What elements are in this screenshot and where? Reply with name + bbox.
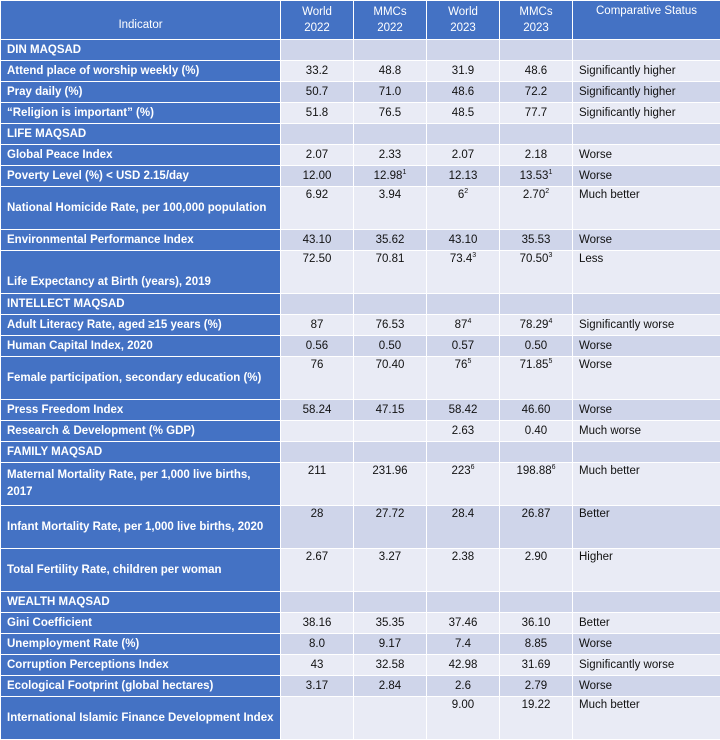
value-text: 2.70 <box>523 189 545 201</box>
value-cell <box>500 61 573 82</box>
comparative-status: Significantly worse <box>573 315 720 336</box>
value-text: 0.40 <box>525 425 547 437</box>
comparative-status: Significantly higher <box>573 61 720 82</box>
indicator-label: Adult Literacy Rate, aged ≥15 years (%) <box>1 315 281 336</box>
value-text: 38.16 <box>303 617 332 629</box>
table-row <box>1 634 720 655</box>
indicator-label: Life Expectancy at Birth (years), 2019 <box>1 251 281 294</box>
value-cell <box>281 82 354 103</box>
indicator-label: Research & Development (% GDP) <box>1 421 281 442</box>
value-text: 0.50 <box>379 340 401 352</box>
section-row <box>1 592 720 613</box>
value-cell <box>281 421 354 442</box>
value-cell <box>281 634 354 655</box>
value-cell <box>427 655 500 676</box>
value-text: 43.10 <box>449 234 478 246</box>
comparative-status: Significantly higher <box>573 103 720 124</box>
blank-cell <box>354 124 427 145</box>
value-text: 47.15 <box>376 404 405 416</box>
footnote-marker: 1 <box>548 169 552 176</box>
value-text: 48.6 <box>452 86 474 98</box>
value-text: 35.35 <box>376 617 405 629</box>
footnote-marker: 3 <box>472 252 476 259</box>
value-text: 36.10 <box>522 617 551 629</box>
value-cell <box>354 613 427 634</box>
table-row <box>1 463 720 506</box>
value-cell <box>427 613 500 634</box>
header-indicator: Indicator <box>1 1 281 40</box>
comparative-status: Much better <box>573 187 720 230</box>
value-cell <box>354 697 427 740</box>
table-row <box>1 336 720 357</box>
value-text: 6 <box>458 189 464 201</box>
value-text: 37.46 <box>449 617 478 629</box>
comparative-status: Worse <box>573 357 720 400</box>
indicator-label: Environmental Performance Index <box>1 230 281 251</box>
value-cell <box>500 400 573 421</box>
value-cell <box>354 634 427 655</box>
value-text: 70.40 <box>376 359 405 371</box>
header-word: 2022 <box>377 22 403 34</box>
value-cell <box>281 549 354 592</box>
value-text: 2.18 <box>525 149 547 161</box>
value-text: 6.92 <box>306 189 328 201</box>
value-cell <box>354 549 427 592</box>
section-row <box>1 40 720 61</box>
value-cell <box>281 463 354 506</box>
footnote-marker: 2 <box>464 188 468 195</box>
value-text: 46.60 <box>522 404 551 416</box>
indicator-label: International Islamic Finance Development Index <box>1 697 281 740</box>
value-text: 28 <box>311 508 324 520</box>
blank-cell <box>500 294 573 315</box>
value-text: 35.62 <box>376 234 405 246</box>
value-text: 2.6 <box>455 680 471 692</box>
value-text: 2.63 <box>452 425 474 437</box>
value-text: 3.17 <box>306 680 328 692</box>
value-cell <box>354 463 427 506</box>
value-cell <box>500 230 573 251</box>
value-cell <box>281 697 354 740</box>
value-cell <box>354 61 427 82</box>
value-text: 2.33 <box>379 149 401 161</box>
value-text: 48.6 <box>525 65 547 77</box>
value-text: 76 <box>311 359 324 371</box>
value-text: 42.98 <box>449 659 478 671</box>
indicator-label: Human Capital Index, 2020 <box>1 336 281 357</box>
header-word: World <box>302 6 332 18</box>
value-cell <box>500 506 573 549</box>
table-row <box>1 187 720 230</box>
table-row <box>1 400 720 421</box>
value-text: 51.8 <box>306 107 328 119</box>
footnote-marker: 4 <box>467 318 471 325</box>
comparative-status: Better <box>573 613 720 634</box>
section-row <box>1 294 720 315</box>
indicator-label: Infant Mortality Rate, per 1,000 live births, 2020 <box>1 506 281 549</box>
table-row <box>1 103 720 124</box>
value-text: 35.53 <box>522 234 551 246</box>
footnote-marker: 5 <box>467 358 471 365</box>
value-text: 0.57 <box>452 340 474 352</box>
table-row <box>1 655 720 676</box>
value-cell <box>427 145 500 166</box>
indicator-label: Poverty Level (%) < USD 2.15/day <box>1 166 281 187</box>
value-cell <box>500 655 573 676</box>
footnote-marker: 6 <box>471 464 475 471</box>
value-text: 2.79 <box>525 680 547 692</box>
value-text: 12.98 <box>374 170 403 182</box>
value-cell <box>354 145 427 166</box>
indicator-label: Total Fertility Rate, children per woman <box>1 549 281 592</box>
footnote-marker: 6 <box>552 464 556 471</box>
blank-cell <box>281 40 354 61</box>
blank-cell <box>573 442 720 463</box>
section-label: DIN MAQSAD <box>1 40 281 61</box>
header-row <box>1 1 720 40</box>
value-cell <box>354 400 427 421</box>
section-label: FAMILY MAQSAD <box>1 442 281 463</box>
value-cell <box>354 103 427 124</box>
value-text: 12.13 <box>449 170 478 182</box>
indicator-label: Unemployment Rate (%) <box>1 634 281 655</box>
table-row <box>1 315 720 336</box>
value-cell <box>500 634 573 655</box>
value-text: 48.8 <box>379 65 401 77</box>
value-cell <box>281 655 354 676</box>
table-row <box>1 166 720 187</box>
comparative-status: Significantly higher <box>573 82 720 103</box>
value-text: 58.24 <box>303 404 332 416</box>
value-cell <box>427 463 500 506</box>
comparative-status: Worse <box>573 676 720 697</box>
value-text: 2.84 <box>379 680 401 692</box>
blank-cell <box>281 442 354 463</box>
section-row <box>1 442 720 463</box>
footnote-marker: 4 <box>548 318 552 325</box>
value-cell <box>281 357 354 400</box>
blank-cell <box>573 294 720 315</box>
value-text: 9.17 <box>379 638 401 650</box>
comparative-status: Worse <box>573 166 720 187</box>
value-cell <box>354 676 427 697</box>
blank-cell <box>281 592 354 613</box>
value-cell <box>281 506 354 549</box>
indicator-label: Corruption Perceptions Index <box>1 655 281 676</box>
table-row <box>1 697 720 740</box>
table-row <box>1 421 720 442</box>
value-cell <box>281 613 354 634</box>
blank-cell <box>354 40 427 61</box>
value-text: 76.5 <box>379 107 401 119</box>
value-cell <box>500 357 573 400</box>
section-row <box>1 124 720 145</box>
value-cell <box>500 421 573 442</box>
value-cell <box>427 549 500 592</box>
blank-cell <box>427 442 500 463</box>
blank-cell <box>500 442 573 463</box>
comparative-status: Much better <box>573 463 720 506</box>
value-text: 31.9 <box>452 65 474 77</box>
comparative-status: Significantly worse <box>573 655 720 676</box>
section-label: INTELLECT MAQSAD <box>1 294 281 315</box>
value-text: 32.58 <box>376 659 405 671</box>
value-cell <box>500 336 573 357</box>
value-text: 2.07 <box>306 149 328 161</box>
value-text: 28.4 <box>452 508 474 520</box>
value-cell <box>500 103 573 124</box>
value-cell <box>427 336 500 357</box>
comparative-status: Better <box>573 506 720 549</box>
value-text: 70.50 <box>520 253 549 265</box>
value-cell <box>281 315 354 336</box>
value-cell <box>427 315 500 336</box>
header-word: 2022 <box>304 22 330 34</box>
value-cell <box>281 145 354 166</box>
value-cell <box>427 357 500 400</box>
indicator-label: Gini Coefficient <box>1 613 281 634</box>
blank-cell <box>500 592 573 613</box>
blank-cell <box>427 294 500 315</box>
value-cell <box>427 697 500 740</box>
blank-cell <box>427 592 500 613</box>
table-row <box>1 61 720 82</box>
value-cell <box>354 315 427 336</box>
table-row <box>1 230 720 251</box>
section-label: WEALTH MAQSAD <box>1 592 281 613</box>
value-cell <box>354 506 427 549</box>
value-cell <box>427 634 500 655</box>
blank-cell <box>500 124 573 145</box>
header-word: 2023 <box>523 22 549 34</box>
value-text: 43 <box>311 659 324 671</box>
value-text: 71.0 <box>379 86 401 98</box>
section-label: LIFE MAQSAD <box>1 124 281 145</box>
value-cell <box>354 655 427 676</box>
value-text: 7.4 <box>455 638 471 650</box>
value-cell <box>281 676 354 697</box>
value-cell <box>500 82 573 103</box>
header-word: MMCs <box>373 6 406 18</box>
value-cell <box>354 251 427 294</box>
blank-cell <box>573 592 720 613</box>
value-text: 31.69 <box>522 659 551 671</box>
value-cell <box>427 103 500 124</box>
value-text: 77.7 <box>525 107 547 119</box>
value-text: 198.88 <box>516 465 551 477</box>
value-cell <box>281 230 354 251</box>
value-cell <box>500 613 573 634</box>
value-text: 12.00 <box>303 170 332 182</box>
header-mmcs-2022 <box>354 1 427 40</box>
value-cell <box>354 82 427 103</box>
header-comparative-status: Comparative Status <box>573 1 720 40</box>
comparative-status: Much better <box>573 697 720 740</box>
header-word: World <box>448 6 478 18</box>
value-text: 78.29 <box>520 319 549 331</box>
value-text: 27.72 <box>376 508 405 520</box>
comparative-status: Higher <box>573 549 720 592</box>
value-text: 0.56 <box>306 340 328 352</box>
blank-cell <box>573 40 720 61</box>
blank-cell <box>281 124 354 145</box>
indicator-label: Global Peace Index <box>1 145 281 166</box>
value-cell <box>500 697 573 740</box>
indicator-label: Female participation, secondary education (%) <box>1 357 281 400</box>
value-text: 43.10 <box>303 234 332 246</box>
value-text: 87 <box>455 319 468 331</box>
footnote-marker: 3 <box>548 252 552 259</box>
blank-cell <box>354 294 427 315</box>
value-cell <box>354 336 427 357</box>
indicator-label: Press Freedom Index <box>1 400 281 421</box>
value-cell <box>427 230 500 251</box>
value-text: 2.38 <box>452 551 474 563</box>
comparative-status: Worse <box>573 634 720 655</box>
footnote-marker: 2 <box>545 188 549 195</box>
value-text: 211 <box>308 465 326 477</box>
value-text: 71.85 <box>520 359 549 371</box>
value-text: 3.94 <box>379 189 401 201</box>
value-text: 223 <box>451 465 470 477</box>
value-cell <box>500 187 573 230</box>
footnote-marker: 5 <box>548 358 552 365</box>
value-cell <box>500 463 573 506</box>
value-cell <box>500 676 573 697</box>
value-text: 26.87 <box>522 508 551 520</box>
footnote-marker: 1 <box>402 169 406 176</box>
value-cell <box>354 421 427 442</box>
value-text: 2.67 <box>306 551 328 563</box>
table-row <box>1 613 720 634</box>
indicator-label: Maternal Mortality Rate, per 1,000 live births, 2017 <box>1 463 281 506</box>
value-cell <box>354 357 427 400</box>
table-row <box>1 82 720 103</box>
comparative-status: Worse <box>573 400 720 421</box>
value-text: 72.50 <box>303 253 332 265</box>
table-row <box>1 145 720 166</box>
value-text: 9.00 <box>452 699 474 711</box>
value-text: 50.7 <box>306 86 328 98</box>
value-cell <box>281 61 354 82</box>
blank-cell <box>427 124 500 145</box>
table-row <box>1 676 720 697</box>
comparative-status: Less <box>573 251 720 294</box>
value-cell <box>500 145 573 166</box>
value-cell <box>500 251 573 294</box>
value-cell <box>427 506 500 549</box>
value-text: 13.53 <box>520 170 549 182</box>
value-cell <box>427 400 500 421</box>
indicator-label: Pray daily (%) <box>1 82 281 103</box>
comparative-status: Worse <box>573 336 720 357</box>
blank-cell <box>500 40 573 61</box>
value-cell <box>427 187 500 230</box>
value-cell <box>354 166 427 187</box>
table-row <box>1 357 720 400</box>
comparative-status: Much worse <box>573 421 720 442</box>
table-row <box>1 506 720 549</box>
blank-cell <box>354 442 427 463</box>
value-text: 8.0 <box>309 638 325 650</box>
blank-cell <box>573 124 720 145</box>
value-cell <box>281 400 354 421</box>
value-cell <box>427 421 500 442</box>
value-text: 58.42 <box>449 404 478 416</box>
header-word: 2023 <box>450 22 476 34</box>
value-text: 2.07 <box>452 149 474 161</box>
value-text: 87 <box>311 319 324 331</box>
value-text: 3.27 <box>379 551 401 563</box>
value-text: 19.22 <box>522 699 551 711</box>
value-cell <box>281 251 354 294</box>
value-text: 72.2 <box>525 86 547 98</box>
value-cell <box>427 676 500 697</box>
value-cell <box>281 336 354 357</box>
header-mmcs-2023 <box>500 1 573 40</box>
header-world-2023 <box>427 1 500 40</box>
value-cell <box>427 251 500 294</box>
value-text: 76.53 <box>376 319 405 331</box>
value-cell <box>354 187 427 230</box>
value-cell <box>500 315 573 336</box>
table-row <box>1 251 720 294</box>
value-cell <box>427 166 500 187</box>
value-text: 70.81 <box>376 253 405 265</box>
indicator-label: “Religion is important” (%) <box>1 103 281 124</box>
value-text: 2.90 <box>525 551 547 563</box>
comparative-status: Worse <box>573 145 720 166</box>
blank-cell <box>427 40 500 61</box>
indicator-label: Attend place of worship weekly (%) <box>1 61 281 82</box>
value-text: 0.50 <box>525 340 547 352</box>
header-world-2022 <box>281 1 354 40</box>
blank-cell <box>354 592 427 613</box>
comparative-status: Worse <box>573 230 720 251</box>
header-word: MMCs <box>519 6 552 18</box>
value-cell <box>354 230 427 251</box>
blank-cell <box>281 294 354 315</box>
value-cell <box>281 166 354 187</box>
value-cell <box>427 61 500 82</box>
table-row <box>1 549 720 592</box>
value-text: 73.4 <box>450 253 472 265</box>
indicator-label: National Homicide Rate, per 100,000 population <box>1 187 281 230</box>
value-cell <box>281 103 354 124</box>
value-cell <box>500 166 573 187</box>
value-cell <box>500 549 573 592</box>
value-text: 76 <box>455 359 468 371</box>
value-text: 48.5 <box>452 107 474 119</box>
value-text: 33.2 <box>306 65 328 77</box>
value-text: 231.96 <box>372 465 407 477</box>
value-cell <box>427 82 500 103</box>
value-text: 8.85 <box>525 638 547 650</box>
value-cell <box>281 187 354 230</box>
indicator-label: Ecological Footprint (global hectares) <box>1 676 281 697</box>
table-body <box>1 40 720 740</box>
